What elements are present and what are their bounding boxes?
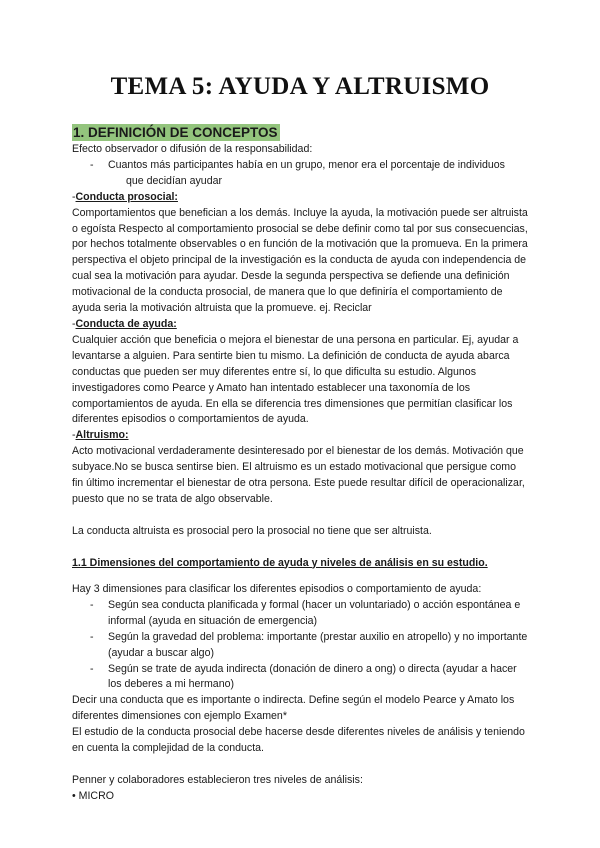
level-micro: • MICRO bbox=[72, 789, 114, 802]
list-item: - Según se trate de ayuda indirecta (donación de dinero a ong) o directa (ayudar a hacer los deberes a mi hermano) bbox=[90, 662, 528, 694]
list-item-continuation: que decidían ayudar bbox=[126, 174, 223, 187]
penner-paragraph: Penner y colaboradores establecieron tres niveles de análisis: bbox=[72, 773, 363, 786]
altruista-note: La conducta altruista es prosocial pero la prosocial no tiene que ser altruista. bbox=[72, 524, 432, 537]
spacer bbox=[72, 508, 528, 524]
spacer bbox=[72, 757, 528, 773]
dimensions-intro: Hay 3 dimensiones para clasificar los diferentes episodios o comportamiento de ayuda: bbox=[72, 583, 482, 596]
study-note: El estudio de la conducta prosocial debe hacerse desde diferentes niveles de análisis y teniendo en cuenta la complejidad de la conducta. bbox=[72, 726, 525, 755]
list-item: - Según la gravedad del problema: importante (prestar auxilio en atropello) y no importante (ayudar a buscar algo) bbox=[90, 630, 528, 662]
altruismo-heading: -Altruismo: bbox=[72, 429, 129, 442]
list-item: - Cuantos más participantes había en un grupo, menor era el porcentaje de individuos bbox=[90, 158, 528, 174]
spacer bbox=[72, 540, 528, 556]
ayuda-heading: -Conducta de ayuda: bbox=[72, 317, 177, 330]
page-title: TEMA 5: AYUDA Y ALTRUISMO bbox=[110, 73, 490, 100]
section-heading-definicion: 1. DEFINICIÓN DE CONCEPTOS bbox=[73, 125, 278, 140]
prosocial-heading: -Conducta prosocial: bbox=[72, 190, 178, 203]
exam-note: Decir una conducta que es importante o indirecta. Define según el modelo Pearce y Amato los diferentes dimensiones con ejemplo Examen* bbox=[72, 694, 515, 723]
section-heading-dimensiones: 1.1 Dimensiones del comportamiento de ayuda y niveles de análisis en su estudio. bbox=[72, 556, 488, 569]
ayuda-paragraph: Cualquier acción que beneficia o mejora el bienestar de una persona en particular. Ej, ayudar a levantarse a alguien. Para sentirte bien tu mismo. La definición de conducta de ayuda abarca conductas que pueden ser muy diferentes entre sí, lo que dificulta su estudio. Algunos investigadores como Pearce y Amato han intentado establecer una taxonomía de los comportamientos de ayuda. En ella se diferencia tres dimensiones que permitían clasificar los diferentes episodios o comportamientos de ayuda. bbox=[72, 333, 519, 426]
intro-paragraph: Efecto observador o difusión de la responsabilidad: bbox=[72, 143, 313, 155]
list-item: - Según sea conducta planificada y formal (hacer un voluntariado) o acción espontánea e informal (ayuda en situación de emergencia) bbox=[90, 598, 528, 630]
altruismo-paragraph: Acto motivacional verdaderamente desinteresado por el bienestar de los demás. Motivación que subyace.No se busca sentirse bien. El altruismo es un estado motivacional que persigue como fin último incrementar el bienestar de otra persona. Este puede resultar difícil de operacionalizar, puesto que no se trata de algo observable. bbox=[72, 445, 525, 505]
observer-effect-list bbox=[72, 158, 528, 174]
prosocial-paragraph: Comportamientos que benefician a los demás. Incluye la ayuda, la motivación puede ser altruista o egoísta Respecto al comportamiento prosocial se debe definir como tal por sus consecuencias, por hechos totalmente observables o en función de la motivación que la promueva. En la primera perspectiva el objeto principal de la investigación es la conducta de ayuda con independencia de cual sea la motivación para ayudar. Desde la segunda perspectiva se defiende una definición motivacional de la conducta prosocial, de manera que lo que definiría el comportamiento de ayuda seria la motivación altruista que la promueve. ej. Reciclar bbox=[72, 206, 528, 315]
dimensions-list bbox=[72, 598, 528, 693]
